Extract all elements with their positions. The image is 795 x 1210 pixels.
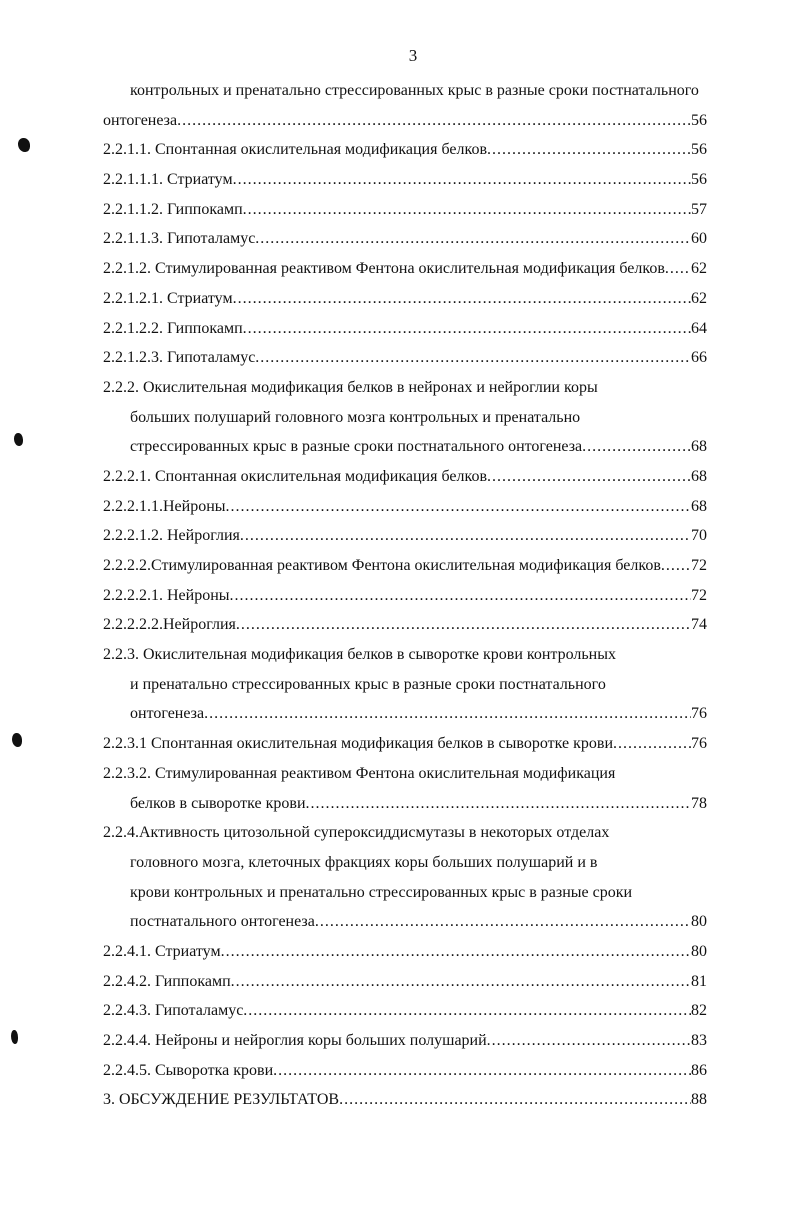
toc-entry-page: 86: [691, 1061, 707, 1079]
dot-leader: [243, 195, 691, 225]
toc-entry-title: и пренатально стрессированных крыс в разные сроки постнатального: [130, 675, 606, 693]
toc-entry-title: онтогенеза: [130, 705, 205, 723]
toc-entry-page: 66: [691, 349, 707, 367]
dot-leader: [487, 1026, 691, 1056]
toc-entry-title: онтогенеза: [103, 111, 178, 129]
toc-entry-title: 2.2.4.5. Сыворотка крови: [103, 1061, 274, 1079]
toc-entry-page: 62: [691, 289, 707, 307]
toc-entry-page: 72: [691, 557, 707, 574]
toc-entry-title: 2.2.4.2. Гиппокамп: [103, 972, 231, 990]
toc-entry-title: головного мозга, клеточных фракциях коры больших полушарий и в: [130, 853, 598, 871]
toc-entry-title: больших полушарий головного мозга контрольных и пренатально: [130, 408, 581, 426]
toc-entry: [103, 789, 707, 819]
toc-entry-page: 83: [691, 1032, 707, 1049]
toc-entry-title: контрольных и пренатально стрессированных крыс в разные сроки постнатального: [130, 82, 699, 99]
toc-entry-page: 76: [691, 735, 707, 753]
toc-entry-title: 2.2.3. Окислительная модификация белков в сыворотке крови контрольных: [103, 646, 616, 664]
toc-entry-title: белков в сыворотке крови: [130, 794, 306, 812]
toc-entry: [103, 224, 707, 254]
dot-leader: [582, 432, 691, 462]
dot-leader: [236, 610, 691, 640]
toc-entry: [103, 343, 707, 373]
dot-leader: [243, 996, 691, 1026]
toc-entry: [103, 818, 707, 848]
toc-entry: [103, 640, 707, 670]
toc-entry: [103, 907, 707, 937]
dot-leader: [613, 729, 691, 759]
toc-entry-title: 2.2.4.1. Стриатум: [103, 942, 221, 960]
toc-entry-page: 81: [691, 972, 707, 990]
toc-entry: [103, 373, 707, 403]
toc-entry-title: 2.2.1.2. Стимулированная реактивом Фентона окислительная модификация белков: [103, 260, 665, 278]
page-number: 3: [408, 46, 418, 65]
dot-leader: [240, 521, 691, 551]
toc-entry-page: 64: [691, 319, 707, 337]
toc-entry-title: 2.2.3.2. Стимулированная реактивом Фентона окислительная модификация: [103, 764, 616, 782]
toc-entry-page: 68: [691, 438, 707, 456]
dot-leader: [221, 937, 691, 967]
toc-entry-title: 2.2.1.1.2. Гиппокамп: [103, 200, 243, 218]
toc-entry-page: 56: [691, 111, 707, 129]
toc-entry: [103, 314, 707, 344]
toc-entry-title: стрессированных крыс в разные сроки постнатального онтогенеза: [130, 438, 583, 456]
toc-entry: [103, 581, 707, 611]
toc-entry-page: 56: [691, 171, 707, 189]
toc-entry-page: 72: [691, 586, 707, 604]
toc-entry-page: 80: [691, 942, 707, 960]
toc-entry: [103, 967, 707, 997]
toc-entry: [103, 878, 707, 908]
scan-mark: [11, 1030, 18, 1044]
toc-entry-title: 2.2.2.1.1.Нейроны: [103, 497, 226, 515]
toc-entry-page: 76: [691, 705, 707, 723]
toc-entry-title: 2.2.2.2.2.Нейроглия: [103, 616, 236, 634]
toc-entry-page: 62: [691, 260, 707, 278]
dot-leader: [315, 907, 691, 937]
scan-mark: [14, 433, 23, 446]
toc-entry: [103, 284, 707, 314]
toc-entry-title: 2.2.4.4. Нейроны и нейроглия коры больших полушарий: [103, 1032, 487, 1049]
toc-entry: [103, 195, 707, 225]
toc-entry-title: 3. ОБСУЖДЕНИЕ РЕЗУЛЬТАТОВ: [103, 1091, 340, 1109]
toc-entry: [103, 254, 707, 284]
dot-leader: [255, 224, 691, 254]
dot-leader: [487, 462, 691, 492]
toc-entry-title: 2.2.1.1.1. Стриатум: [103, 171, 233, 189]
toc-entry: [103, 135, 707, 165]
toc-entry: [103, 1085, 707, 1115]
toc-entry-title: 2.2.2. Окислительная модификация белков в нейронах и нейроглии коры: [103, 378, 598, 396]
toc-entry-page: 74: [691, 616, 707, 634]
toc-entry-page: 68: [691, 467, 707, 485]
toc-entry: [103, 699, 707, 729]
dot-leader: [226, 492, 691, 522]
dot-leader: [204, 699, 691, 729]
toc-entry-title: 2.2.1.2.1. Стриатум: [103, 289, 233, 307]
dot-leader: [273, 1056, 691, 1086]
toc-entry: [103, 729, 707, 759]
toc-entry-title: постнатального онтогенеза: [130, 913, 315, 931]
toc-entry: [103, 1056, 707, 1086]
toc-entry-title: 2.2.1.2.3. Гипоталамус: [103, 349, 256, 367]
dot-leader: [243, 314, 691, 344]
toc-entry: [103, 610, 707, 640]
dot-leader: [233, 284, 691, 314]
toc-entry-title: 2.2.2.2.1. Нейроны: [103, 586, 230, 604]
toc-entry: [103, 759, 707, 789]
toc-entry-title: 2.2.2.1.2. Нейроглия: [103, 527, 240, 545]
toc-entry: [103, 106, 707, 136]
toc-entry-title: 2.2.1.1. Спонтанная окислительная модификация белков: [103, 141, 487, 159]
toc-entry-page: 88: [691, 1091, 707, 1109]
toc-entry-page: 70: [691, 527, 707, 545]
toc-entry: [103, 670, 707, 700]
scan-mark: [12, 733, 22, 747]
toc-entry: [103, 521, 707, 551]
toc-entry-title: 2.2.2.2.Стимулированная реактивом Фентона окислительная модификация белков: [103, 557, 661, 574]
toc-entry-title: 2.2.3.1 Спонтанная окислительная модификация белков в сыворотке крови: [103, 735, 613, 753]
scan-mark: [18, 138, 30, 152]
dot-leader: [487, 135, 691, 165]
toc-entry: [103, 492, 707, 522]
toc-entry-title: 2.2.1.2.2. Гиппокамп: [103, 319, 243, 337]
toc-entry-page: 80: [691, 913, 707, 931]
dot-leader: [665, 254, 691, 284]
toc-entry-page: 78: [691, 794, 707, 812]
toc-entry: [103, 462, 707, 492]
toc-entry: [103, 1026, 707, 1056]
dot-leader: [233, 165, 691, 195]
toc-entry: [103, 432, 707, 462]
toc-entry-page: 56: [691, 141, 707, 159]
toc-entry: [103, 848, 707, 878]
dot-leader: [255, 343, 691, 373]
dot-leader: [306, 789, 691, 819]
toc-entry-title: 2.2.4.3. Гипоталамус: [103, 1002, 244, 1020]
toc-entry: [103, 996, 707, 1026]
table-of-contents: [103, 76, 707, 1115]
dot-leader: [177, 106, 691, 136]
toc-entry: [103, 937, 707, 967]
dot-leader: [661, 551, 691, 581]
toc-entry-page: 60: [691, 230, 707, 248]
toc-entry-page: 57: [691, 200, 707, 218]
toc-entry-title: 2.2.4.Активность цитозольной супероксиддисмутазы в некоторых отделах: [103, 824, 610, 842]
dot-leader: [230, 581, 691, 611]
toc-entry-page: 68: [691, 497, 707, 515]
toc-entry-title: 2.2.1.1.3. Гипоталамус: [103, 230, 256, 248]
toc-entry: [103, 551, 707, 581]
dot-leader: [231, 967, 691, 997]
toc-entry-title: крови контрольных и пренатально стрессированных крыс в разные сроки: [130, 883, 633, 901]
toc-entry: [103, 165, 707, 195]
toc-entry-page: 82: [691, 1002, 707, 1020]
dot-leader: [339, 1085, 691, 1115]
toc-entry-title: 2.2.2.1. Спонтанная окислительная модификация белков: [103, 467, 487, 485]
toc-entry: [103, 403, 707, 433]
toc-entry: [103, 76, 707, 106]
